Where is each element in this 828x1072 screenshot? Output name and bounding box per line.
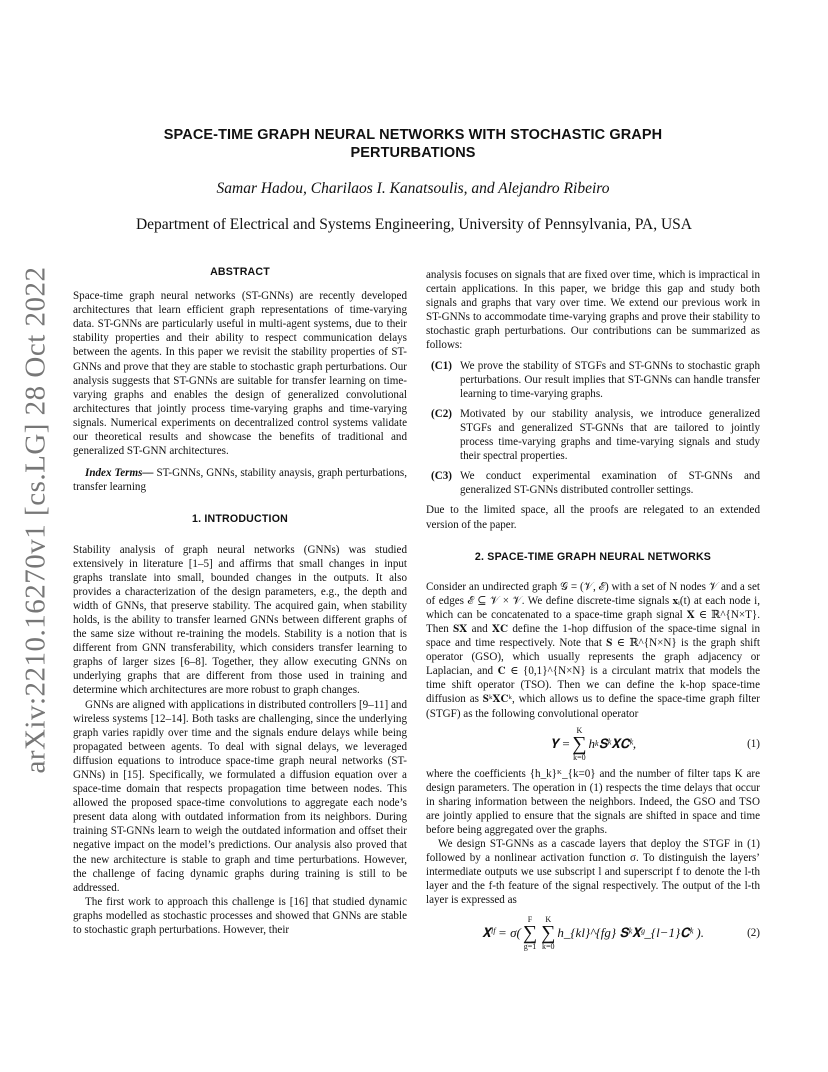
contribution-tag: (C1) [431,359,452,372]
right-paragraph-2: Due to the limited space, all the proofs are relegated to an extended version of the paper. [426,504,760,531]
eq1-lhs: 𝐘 = [549,735,571,751]
contribution-text: We conduct experimental examination of ST-GNNs and generalized ST-GNNs distributed controller settings. [460,470,760,497]
index-terms-text: ST-GNNs, GNNs, stability anaysis, graph perturbations, transfer learning [73,467,407,494]
eq2-sum2-top: K [545,914,552,924]
eq1-sum-top: K [576,725,583,735]
intro-paragraph-1: Stability analysis of graph neural networks (GNNs) was studied extensively in literature [1–5] and affirms that small changes in input graphs translate into small, bounded changes in the outputs. It also provides a characterization of the design parameters, e.g., the depth and width of GNNs, that preserve stability. The acquired gain, when stability holds, is the ability to transfer learned GNNs between different graphs of the same size without re-training the models. Stability is a notion that is different from GNN transferability, which considers transfer learning to graphs of larger sizes [6–8]. Together, they allow executing GNNs on underlying graphs that are different from those used in training and determine which architectures are more robust to graph changes. [73,543,407,697]
left-column [73,265,407,937]
eq1-number: (1) [747,737,760,750]
index-terms-label: Index Terms— [85,467,154,480]
intro-paragraph-3: The first work to approach this challenge is [16] that studied dynamic graphs modelled as stochastic processes and showed that GNNs are stable to stochastic graph perturbations. However, their [73,895,407,937]
contribution-tag: (C3) [431,470,452,483]
right-paragraph-1: analysis focuses on signals that are fixed over time, which is impractical in certain applications. In this paper, we bridge this gap and study both signals and graphs that vary over time. We extend our previous work in ST-GNNs to accommodate time-varying graphs and prove their stability to stochastic graph perturbations. Our contributions can be summarized as follows: [426,269,760,352]
section2-paragraph-3: We design ST-GNNs as a cascade layers that deploy the STGF in (1) followed by a nonlinear activation function σ. To distinguish the layers’ intermediate outputs we use subscript l and superscript f to denote the l-th layer and the f-th feature of the signal respectively. The output of the l-th layer is expressed as [426,838,760,907]
eq2-sum1-top: F [527,914,533,924]
section2-paragraph-1: Consider an undirected graph 𝒢 = (𝒱, ℰ) with a set of N nodes 𝒱 and a set of edges ℰ ⊆ 𝒱 × 𝒱. We define discrete-time signals 𝐱ᵢ(t) at each node i, which can be concatenated to a space-time graph signal 𝐗 ∈ ℝ^{N×T}. Then 𝐒𝐗 and 𝐗𝐂 define the 1-hop diffusion of the space-time signal in space and time respectively. Note that 𝐒 ∈ ℝ^{N×N} is the graph shift operator (GSO), which usually represents the graph adjacency or Laplacian, and 𝐂 ∈ {0,1}^{N×N} is a circulant matrix that models the time shift operator (TSO). Then we can define the k-hop space-time diffusion as 𝐒ᵏ𝐗𝐂ᵏ, which allows us to define the space-time graph filter (STGF) as the following convolutional operator [426,580,760,720]
arxiv-sidebar [14,266,58,774]
intro-paragraph-2: GNNs are aligned with applications in distributed controllers [9–11] and wireless systems [12–14]. Both tasks are challenging, since the underlying graph varies rapidly over time and the signals endure delays while being propagated between agents. To deal with signal delays, we leveraged diffusion equations to introduce space-time graph neural networks (ST-GNNs) in [15]. Specifically, we formulated a diffusion equation over a space-time domain that respects propagation time between nodes. This allowed the proposed space-time convolutions to aggregate each node’s present data along with outdated information from its neighbors. During training ST-GNNs learn to weigh the outdated information and offset their negative impact on the model’s predictions. Our analysis also proved that the new architecture is stable to graph and time perturbations. However, the challenge of facing dynamic graphs during training is still to be addressed. [73,698,407,894]
eq2-sum1-bot: g=1 [523,941,537,951]
eq2-lhs: 𝐗ˡᶠ = σ( [481,924,521,940]
equation-1 [426,721,760,767]
paper-title: SPACE-TIME GRAPH NEURAL NETWORKS WITH STOCHASTIC GRAPH PERTURBATIONS [163,127,663,161]
eq2-rhs: h_{kl}^{fg} 𝐒ᵏ𝐗ᵍ_{l−1}𝐂ᵏ ). [557,924,705,940]
abstract-text: Space-time graph neural networks (ST-GNNs) are recently developed architectures that learn efficient graph representations of time-varying data. ST-GNNs are particularly useful in multi-agent systems, due to their stability properties and their ability to respect communication delays between the agents. In this paper we revisit the stability properties of ST-GNNs and prove that they are stable to stochastic graph perturbations. Our analysis suggests that ST-GNNs are suitable for transfer learning on time-varying graphs and enables the design of generalized convolutional architectures that jointly process time-varying graphs and time-varying signals. Numerical experiments on decentralized control systems validate our theoretical results and showcase the benefits of traditional and generalized ST-GNN architectures. [73,290,407,458]
eq2-number: (2) [747,926,760,939]
contribution-text: We prove the stability of STGFs and ST-GNNs to stochastic graph perturbations. Our result implies that ST-GNNs can handle transfer learning to time-varying graphs. [460,359,760,400]
contribution-text: Motivated by our stability analysis, we introduce generalized STGFs and generalized ST-GNNs that are tailored to jointly process time-varying graphs and time-varying signals and study their spectral properties. [460,407,760,463]
eq1-sum-bot: k=0 [573,752,586,762]
contribution-tag: (C2) [431,407,452,420]
abstract-heading: ABSTRACT [210,266,270,278]
index-terms [73,466,407,494]
right-column [426,268,760,958]
contribution-item [426,359,760,401]
intro-heading: 1. INTRODUCTION [192,513,288,526]
arxiv-id: arXiv:2210.16270v1 [cs.LG] 28 Oct 2022 [19,266,52,774]
contributions-list [426,359,760,498]
eq2-sum2-bot: k=0 [541,941,555,951]
paper-affiliation: Department of Electrical and Systems Engineering, University of Pennsylvania, PA, USA [135,216,693,233]
eq1-rhs: h [588,735,595,751]
section2-paragraph-2: where the coefficients {h_k}ᴷ_{k=0} and the number of filter taps K are design parameters. The operation in (1) respects the time delays that occur in sharing information between the neighbors. Indeed, the GSO and TSO are jointly applied to ensure that the signals are shifted in space and time before being aggregated over the graphs. [426,767,760,836]
equation-2 [426,908,760,958]
summation-symbol: K ∑ k=0 [541,914,556,951]
eq1-rhs-sub: k [595,738,599,748]
contribution-item [426,407,760,463]
contribution-item [426,469,760,497]
summation-symbol: F ∑ g=1 [522,914,538,951]
section2-heading: 2. SPACE-TIME GRAPH NEURAL NETWORKS [474,550,712,563]
paper-authors: Samar Hadou, Charilaos I. Kanatsoulis, and Alejandro Ribeiro [216,180,610,197]
summation-symbol: K ∑ k=0 [572,725,587,762]
eq1-rhs2: 𝐒ᵏ𝐗𝐂ᵏ, [598,735,637,751]
